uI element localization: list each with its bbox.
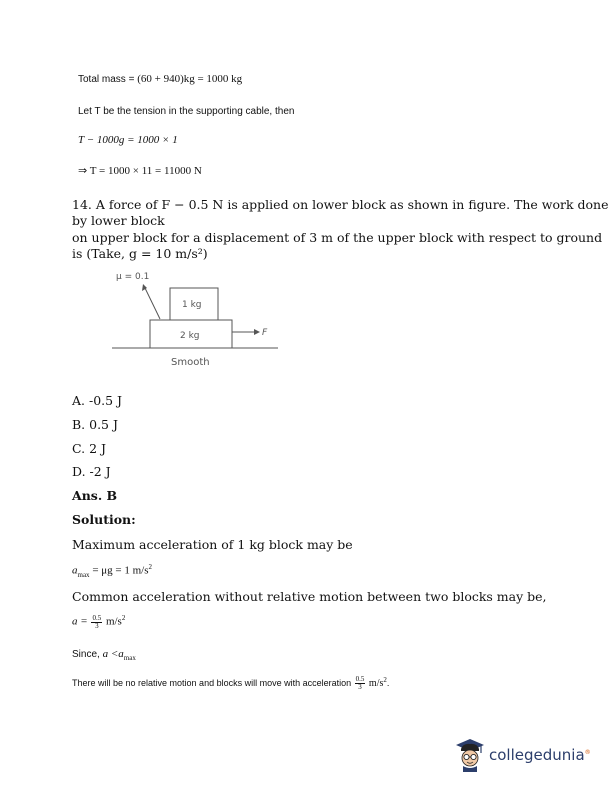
- squared-sup: 2: [148, 563, 153, 571]
- squared-sup-2: 2: [121, 614, 126, 622]
- common-acc-equation: [72, 614, 125, 630]
- upper-block-label: 1 kg: [182, 300, 202, 310]
- option-a: A. -0.5 J: [72, 393, 123, 408]
- question-line-3: on upper block for a displacement of 3 m of the upper block with respect to ground: [72, 230, 603, 245]
- max-acc-equation: [72, 563, 152, 579]
- unit: m/s: [105, 615, 122, 628]
- common-acc-text: Common acceleration without relative motion between two blocks may be,: [72, 589, 547, 604]
- tension-intro: Let T be the tension in the supporting cable, then: [78, 106, 295, 117]
- answer: Ans. B: [72, 488, 118, 503]
- collegedunia-logo: [455, 738, 591, 772]
- since-expr: a <: [102, 648, 119, 660]
- fraction-2: [355, 676, 366, 691]
- fraction-denominator: 3: [95, 621, 99, 630]
- total-mass-label: Total mass =: [78, 74, 135, 85]
- option-b: B. 0.5 J: [72, 417, 118, 432]
- since-label: Since,: [72, 649, 100, 660]
- fraction-numerator-2: 0.5: [355, 675, 365, 684]
- conclusion-line: There will be no relative motion and blocks will move with acceleration $\frac{0.5}{3}$ $m/s^2$.: [72, 675, 390, 692]
- question-line-2: by lower block: [72, 213, 165, 228]
- max-acc-text: Maximum acceleration of 1 kg block may be: [72, 537, 353, 552]
- force-label: F: [262, 328, 268, 338]
- a-max-subscript-2: max: [123, 654, 136, 662]
- option-d: D. -2 J: [72, 464, 111, 479]
- fraction: [91, 615, 102, 630]
- tension-equation-2: ⇒ T = 1000 × 11 = 11000 N: [78, 165, 202, 177]
- fraction-numerator: 0.5: [92, 613, 102, 622]
- total-mass-expr: (60 + 940)kg = 1000 kg: [137, 73, 243, 85]
- graduate-mascot-icon: [455, 738, 485, 772]
- smooth-label: Smooth: [171, 357, 210, 368]
- question-line-4: is (Take, g = 10 m/s²): [72, 246, 208, 261]
- force-arrowhead: [254, 329, 260, 335]
- a-symbol: a: [72, 564, 78, 577]
- conclusion-text: There will be no relative motion and blocks will move with acceleration: [72, 678, 352, 688]
- tension-equation-1: T − 1000g = 1000 × 1: [78, 134, 178, 146]
- solution-heading: Solution:: [72, 512, 136, 527]
- unit-2: m/s: [368, 678, 384, 689]
- a-max-subscript: max: [77, 570, 90, 579]
- logo-wordmark: [489, 746, 591, 764]
- logo-trademark: ®: [584, 749, 591, 756]
- since-line: [72, 648, 136, 662]
- fraction-denominator-2: 3: [358, 683, 362, 692]
- friction-arrow: [145, 288, 160, 319]
- squared-sup-3: 2: [383, 676, 387, 684]
- question-line-1: 14. A force of F − 0.5 N is applied on lower block as shown in figure. The work done: [72, 197, 609, 212]
- blocks-diagram: [100, 266, 300, 376]
- friction-coefficient-label: μ = 0.1: [116, 272, 150, 282]
- total-mass-line: [78, 73, 242, 85]
- logo-text: collegedunia: [489, 746, 585, 764]
- a-equals: a =: [72, 615, 88, 628]
- a-symbol-2: a: [118, 648, 124, 660]
- lower-block-label: 2 kg: [180, 331, 200, 341]
- max-acc-expr: = μg = 1 m/s: [92, 564, 149, 577]
- option-c: C. 2 J: [72, 441, 107, 456]
